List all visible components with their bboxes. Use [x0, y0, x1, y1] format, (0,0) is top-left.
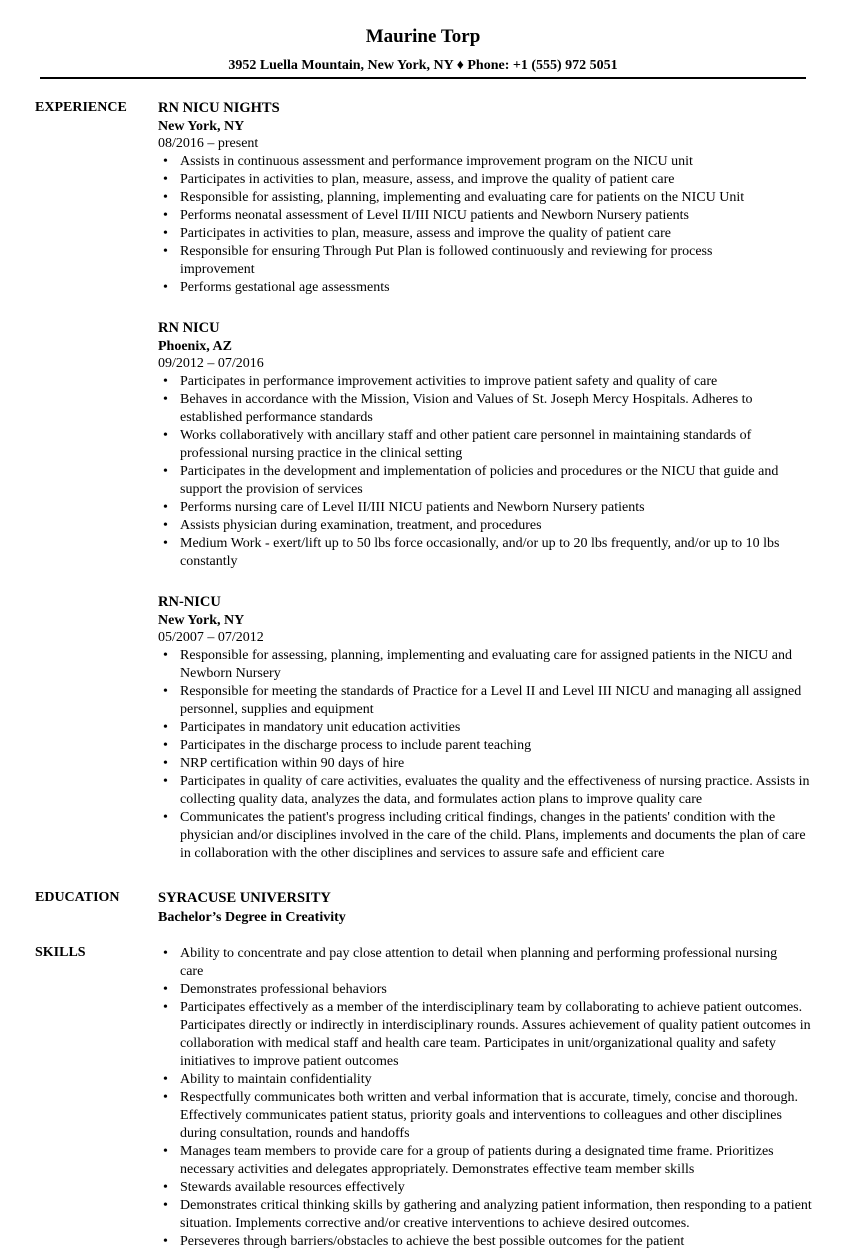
- list-item: • Assists in continuous assessment and performance improvement program on the NICU unit: [158, 153, 818, 171]
- job-bullets: [158, 153, 818, 297]
- list-item: • Demonstrates professional behaviors: [158, 981, 818, 999]
- resume-header: [40, 26, 806, 74]
- list-item: • Behaves in accordance with the Mission, Vision and Values of St. Joseph Mercy Hospitals. Adheres to established performance standards: [158, 391, 818, 427]
- school-name: SYRACUSE UNIVERSITY: [158, 890, 331, 906]
- list-item: • Responsible for ensuring Through Put Plan is followed continuously and reviewing for process improvement: [158, 243, 818, 279]
- job-dates: 09/2012 – 07/2016: [158, 356, 264, 371]
- job-location: Phoenix, AZ: [158, 339, 232, 354]
- job-entry: [158, 594, 818, 863]
- list-item: • Communicates the patient's progress including critical findings, changes in the patients' condition with the physician and/or disciplines involved in the care of the child. Plans, implements and documents the plan of care in collaboration with the other disciplines and services to assure safe and efficient care: [158, 809, 818, 863]
- job-bullets: [158, 373, 818, 571]
- job-title: RN NICU: [158, 320, 220, 336]
- list-item: • Performs gestational age assessments: [158, 279, 818, 297]
- section-label-skills: SKILLS: [35, 945, 86, 960]
- list-item: • NRP certification within 90 days of hire: [158, 755, 818, 773]
- contact-line: 3952 Luella Mountain, New York, NY ♦ Phone: +1 (555) 972 5051: [228, 58, 618, 73]
- job-entry: [158, 320, 818, 571]
- section-label-education: EDUCATION: [35, 890, 120, 905]
- list-item: • Responsible for assisting, planning, implementing and evaluating care for patients on the NICU Unit: [158, 189, 818, 207]
- list-item: • Participates in activities to plan, measure, assess, and improve the quality of patient care: [158, 171, 818, 189]
- job-entry: [158, 100, 818, 297]
- job-dates: 05/2007 – 07/2012: [158, 630, 264, 645]
- list-item: • Respectfully communicates both written and verbal information that is accurate, timely, concise and thorough. Effectively communicates patient status, priority goals and interventions to colleagues and other disciplines during consultation, rounds and handoffs: [158, 1089, 818, 1143]
- list-item: • Participates in performance improvement activities to improve patient safety and quality of care: [158, 373, 818, 391]
- list-item: • Participates in mandatory unit education activities: [158, 719, 818, 737]
- list-item: • Ability to concentrate and pay close attention to detail when planning and performing professional nursing care: [158, 945, 818, 981]
- job-title: RN-NICU: [158, 594, 221, 610]
- job-title: RN NICU NIGHTS: [158, 100, 280, 116]
- degree: Bachelor’s Degree in Creativity: [158, 910, 346, 925]
- job-dates: 08/2016 – present: [158, 136, 259, 151]
- section-label-experience: EXPERIENCE: [35, 100, 127, 115]
- job-bullets: [158, 647, 818, 863]
- list-item: • Performs nursing care of Level II/III NICU patients and Newborn Nursery patients: [158, 499, 818, 517]
- list-item: • Medium Work - exert/lift up to 50 lbs force occasionally, and/or up to 20 lbs frequently, and/or up to 10 lbs constantly: [158, 535, 818, 571]
- list-item: • Participates in activities to plan, measure, assess and improve the quality of patient care: [158, 225, 818, 243]
- header-divider: [40, 77, 806, 79]
- list-item: • Participates in the discharge process to include parent teaching: [158, 737, 818, 755]
- list-item: • Responsible for assessing, planning, implementing and evaluating care for assigned patients in the NICU and Newborn Nursery: [158, 647, 818, 683]
- job-location: New York, NY: [158, 613, 245, 628]
- list-item: • Performs neonatal assessment of Level II/III NICU patients and Newborn Nursery patients: [158, 207, 818, 225]
- list-item: • Works collaboratively with ancillary staff and other patient care personnel in maintaining standards of professional nursing practice in the clinical setting: [158, 427, 818, 463]
- skills-list: [158, 945, 818, 1251]
- list-item: • Ability to maintain confidentiality: [158, 1071, 818, 1089]
- list-item: • Responsible for meeting the standards of Practice for a Level II and Level III NICU and managing all assigned personnel, supplies and equipment: [158, 683, 818, 719]
- list-item: • Participates in quality of care activities, evaluates the quality and the effectiveness of nursing practice. Assists in collecting quality data, analyzes the data, and formulates action plans to improve quality care: [158, 773, 818, 809]
- list-item: • Assists physician during examination, treatment, and procedures: [158, 517, 818, 535]
- list-item: • Participates in the development and implementation of policies and procedures or the NICU that guide and support the provision of services: [158, 463, 818, 499]
- candidate-name: Maurine Torp: [365, 26, 481, 47]
- list-item: • Demonstrates critical thinking skills by gathering and analyzing patient information, then responding to a patient situation. Implements corrective and/or creative interventions to achieve desired outcomes.: [158, 1197, 818, 1233]
- list-item: • Perseveres through barriers/obstacles to achieve the best possible outcomes for the patient: [158, 1233, 818, 1251]
- list-item: • Manages team members to provide care for a group of patients during a designated time frame. Prioritizes necessary activities and delegates appropriately. Demonstrates effective team member skills: [158, 1143, 818, 1179]
- list-item: • Participates effectively as a member of the interdisciplinary team by collaborating to achieve patient outcomes. Participates directly or indirectly in interdisciplinary rounds. Assures achievement of quality patient outcomes in collaboration with medical staff and health care team. Participates in unit/organizational quality and safety initiatives to improve patient outcomes: [158, 999, 818, 1071]
- list-item: • Stewards available resources effectively: [158, 1179, 818, 1197]
- job-location: New York, NY: [158, 119, 245, 134]
